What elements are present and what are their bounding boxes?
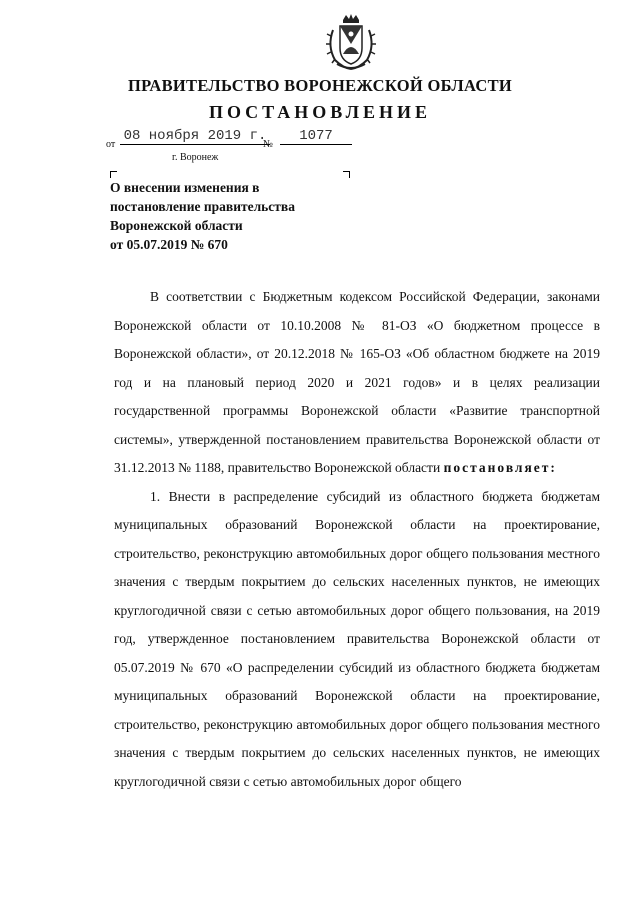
- preamble-paragraph: [114, 283, 600, 483]
- subject-line: Воронежской области: [110, 218, 243, 233]
- city-label: г. Воронеж: [172, 152, 219, 163]
- subject-bracket-right: [343, 171, 350, 178]
- decree-word: постановляет:: [443, 460, 557, 475]
- document-type: ПОСТАНОВЛЕНИЕ: [208, 102, 432, 122]
- subject-bracket-left: [110, 171, 117, 178]
- subject-line: от 05.07.2019 № 670: [110, 237, 228, 252]
- document-number: 1077: [280, 128, 352, 145]
- coat-of-arms-icon: [325, 14, 377, 72]
- from-label: от: [106, 139, 116, 150]
- number-sign: №: [263, 139, 274, 150]
- document-body: [114, 283, 600, 796]
- subject-line: постановление правительства: [110, 199, 295, 214]
- item-1-paragraph: 1. Внести в распределение субсидий из областного бюджета бюджетам муниципальных образований Воронежской области на проектирование, строительство, реконструкцию автомобильных дорог общего пользования местного значения с твердым покрытием до сельских населенных пунктов, не имеющих круглогодичной связи с сетью автомобильных дорог общего пользования, на 2019 год, утвержденное постановлением правительства Воронежской области от 05.07.2019 № 670 «О распределении субсидий из областного бюджета бюджетам муниципальных образований Воронежской области на проектирование, строительство, реконструкцию автомобильных дорог общего пользования местного значения с твердым покрытием до сельских населенных пунктов, не имеющих круглогодичной связи с сетью автомобильных дорог общего: [114, 488, 600, 789]
- subject-line: О внесении изменения в: [110, 180, 260, 195]
- document-subject: [110, 178, 370, 254]
- document-date: 08 ноября 2019 г.: [120, 128, 270, 145]
- preamble-text: В соответствии с Бюджетным кодексом Российской Федерации, законами Воронежской области от 10.10.2008 № 81-ОЗ «О бюджетном процессе в Воронежской области», от 20.12.2018 № 165-ОЗ «Об областном бюджете на 2019 год и на плановый период 2020 и 2021 годов» и в целях реализации государственной программы Воронежской области «Развитие транспортной системы», утвержденной постановлением правительства Воронежской области от 31.12.2013 № 1188, правительство Воронежской области: [114, 289, 600, 475]
- government-title: ПРАВИТЕЛЬСТВО ВОРОНЕЖСКОЙ ОБЛАСТИ: [127, 76, 513, 95]
